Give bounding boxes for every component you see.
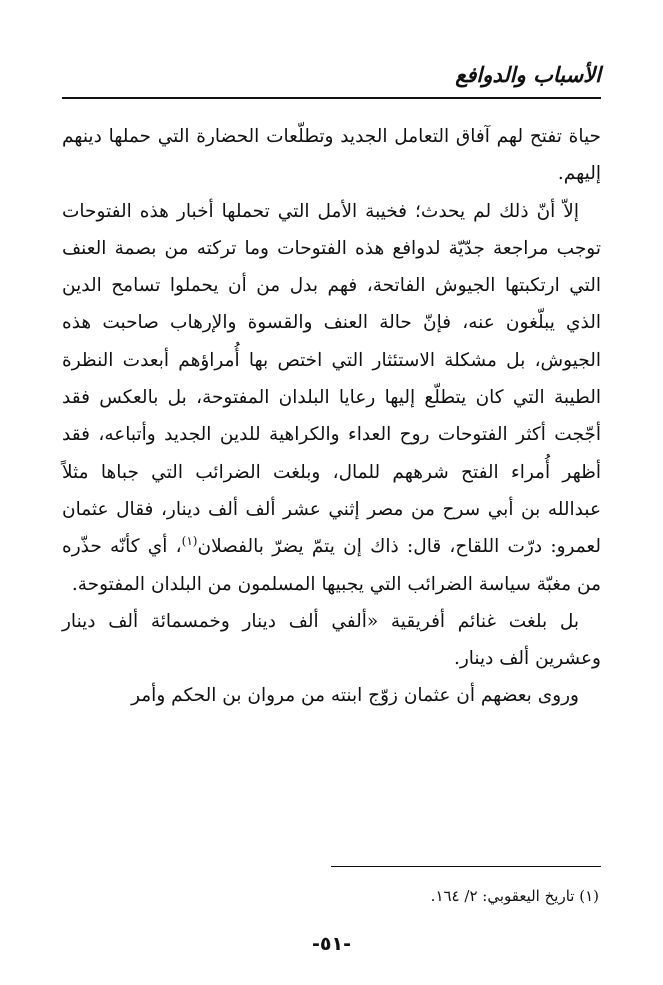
header-divider — [62, 97, 601, 99]
paragraph-2 — [62, 193, 601, 603]
paragraph-1: حياة تفتح لهم آفاق التعامل الجديد وتطلّعات الحضارة التي حملها دينهم إليهم. — [62, 126, 601, 185]
footnote: (١) تاريخ اليعقوبي: ٢/ ١٦٤. — [430, 887, 599, 905]
page-number: -٥١- — [312, 933, 351, 955]
paragraph-2-text: إلاّ أنّ ذلك لم يحدث؛ فخيبة الأمل التي تحملها أخبار هذه الفتوحات توجب مراجعة جدّيّة لدوافع هذه الفتوحات وما تركته من بصمة العنف التي ارتكبتها الجيوش الفاتحة، فهم بدل من أن يحملوا تسامح الدين الذي يبلّغون عنه، فإنّ حالة العنف والقسوة والإرهاب صاحبت هذه الجيوش، بل مشكلة الاستئثار التي اختص بها أُمراؤهم أبعدت النظرة الطيبة التي كان يتطلّع إليها رعايا البلدان المفتوحة، بل بالعكس فقد أجّجت أكثر الفتوحات روح العداء والكراهية للدين الجديد وأتباعه، فقد أظهر أُمراء الفتح شرههم للمال، وبلغت الضرائب التي جباها مثلاً عبدالله بن أبي سرح من مصر إثني عشر ألف ألف دينار، فقال عثمان لعمرو: درّت اللقاح، قال: ذاك إن يتمّ يضرّ بالفصلان — [62, 200, 601, 558]
running-head-title: الأسباب والدوافع — [455, 63, 601, 87]
paragraph-2-continuation: ، أي كأنّه حذّره من مغبّة سياسة الضرائب التي يجبيها المسلمون من البلدان المفتوحة. — [62, 536, 601, 595]
paragraph-4: وروى بعضهم أن عثمان زوّج ابنته من مروان بن الحكم وأمر — [131, 685, 579, 707]
footnote-marker[interactable]: (١) — [181, 534, 198, 549]
footnote-divider — [331, 866, 601, 867]
paragraph-3: بل بلغت غنائم أفريقية «ألفي ألف دينار وخمسمائة ألف دينار وعشرين ألف دينار. — [62, 610, 601, 670]
main-text — [62, 118, 601, 715]
